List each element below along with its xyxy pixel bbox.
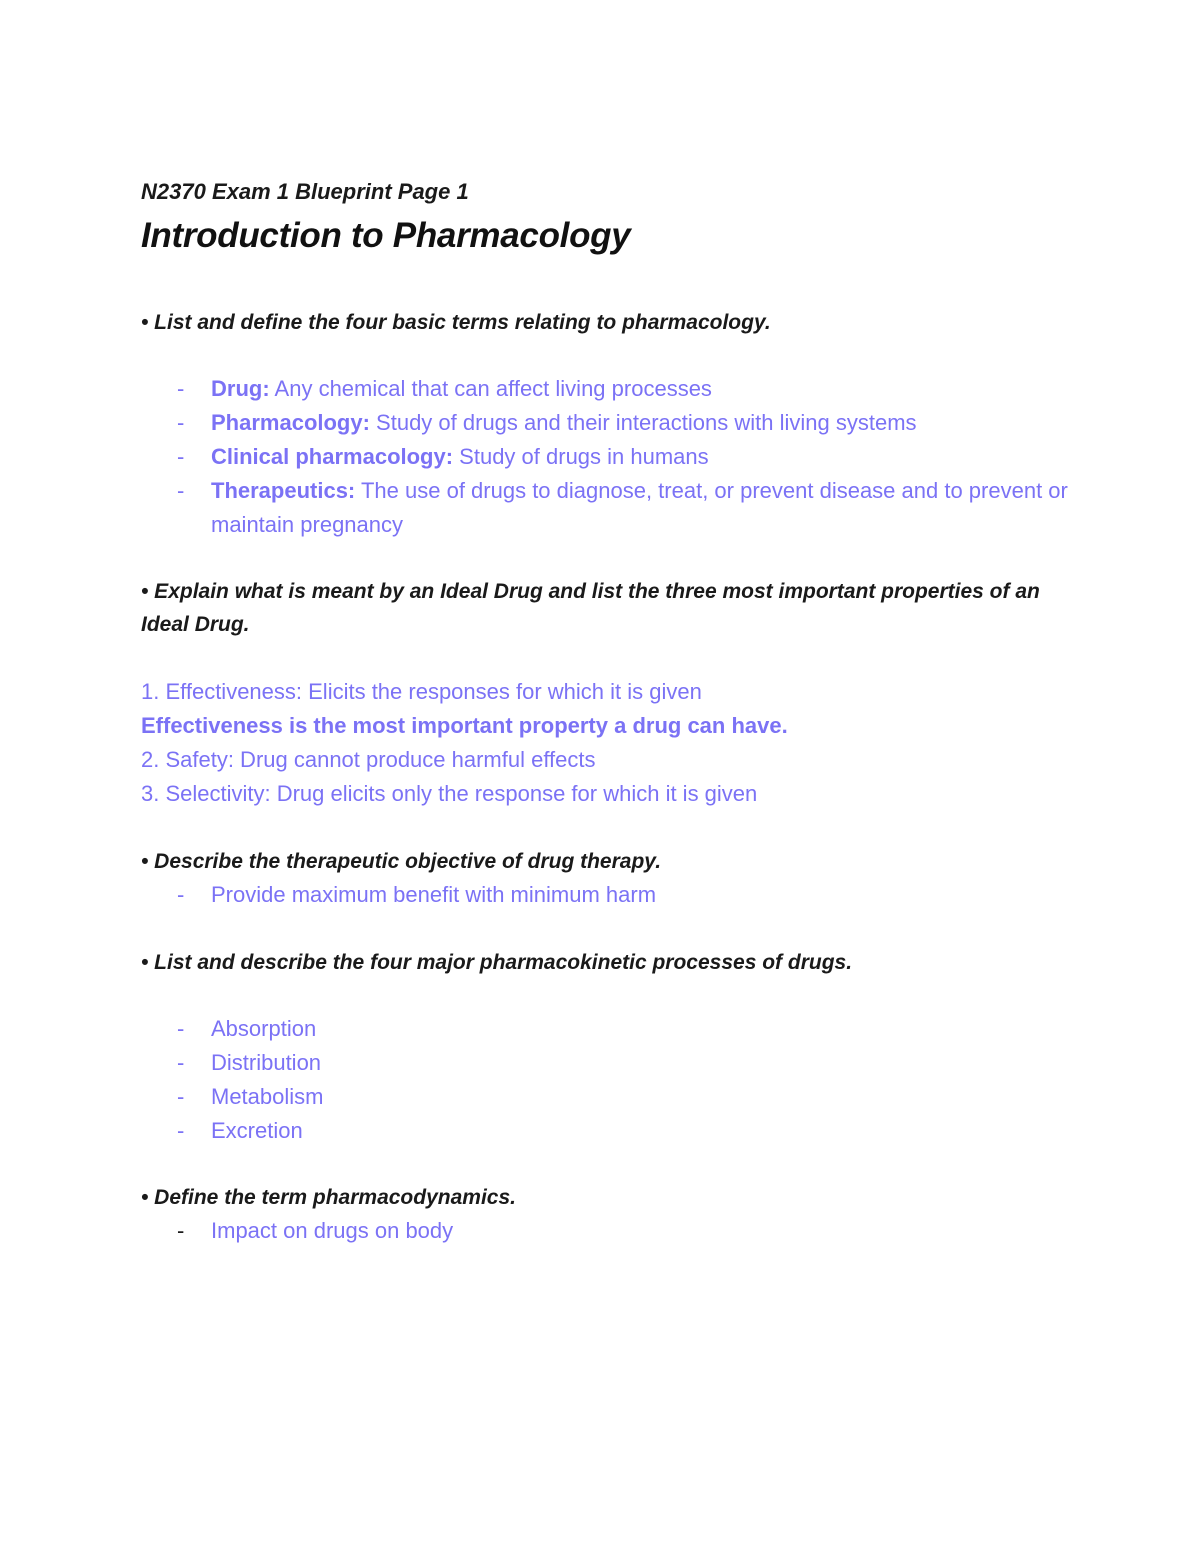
dash-bullet: - — [177, 478, 185, 503]
list-item-text: Absorption — [211, 1016, 317, 1041]
list-item — [141, 440, 1081, 474]
list-item — [141, 372, 1081, 406]
question-therapeutic-objective: • Describe the therapeutic objective of drug therapy. — [141, 850, 662, 873]
dash-bullet: - — [177, 1084, 185, 1109]
list-item — [141, 1046, 1081, 1080]
list-item — [141, 1012, 1081, 1046]
question-pharmacokinetics: • List and describe the four major pharmacokinetic processes of drugs. — [141, 951, 853, 974]
document-subtitle: N2370 Exam 1 Blueprint Page 1 — [141, 179, 469, 204]
dash-bullet: - — [177, 1118, 185, 1143]
pharmacokinetic-processes-list — [141, 1012, 1081, 1148]
document-page — [141, 176, 1081, 1248]
term-label: Clinical pharmacology: — [211, 444, 454, 469]
list-item — [141, 474, 1081, 542]
question-pharmacodynamics: • Define the term pharmacodynamics. — [141, 1186, 516, 1209]
list-item-text: Excretion — [211, 1118, 303, 1143]
property-safety: 2. Safety: Drug cannot produce harmful effects — [141, 747, 596, 772]
list-item — [141, 1114, 1081, 1148]
dash-bullet: - — [177, 1016, 185, 1041]
basic-terms-list — [141, 372, 1081, 542]
list-item-text: Distribution — [211, 1050, 322, 1075]
dash-bullet: - — [177, 376, 185, 401]
list-item — [141, 1080, 1081, 1114]
term-label: Pharmacology: — [211, 410, 370, 435]
question-ideal-drug: • Explain what is meant by an Ideal Drug and list the three most important properties of an Ideal Drug. — [141, 580, 1040, 636]
list-item — [141, 406, 1081, 440]
question-basic-terms: • List and define the four basic terms relating to pharmacology. — [141, 311, 771, 334]
term-definition: The use of drugs to diagnose, treat, or prevent disease and to prevent or maintain pregnancy — [211, 478, 1068, 537]
property-effectiveness: 1. Effectiveness: Elicits the responses for which it is given — [141, 679, 702, 704]
list-item-text: Impact on drugs on body — [211, 1218, 454, 1243]
therapeutic-objective-list — [141, 878, 1081, 912]
property-selectivity: 3. Selectivity: Drug elicits only the response for which it is given — [141, 781, 758, 806]
ideal-drug-properties — [141, 675, 1081, 811]
property-effectiveness-note: Effectiveness is the most important property a drug can have. — [141, 713, 788, 738]
term-label: Therapeutics: — [211, 478, 356, 503]
list-item — [141, 878, 1081, 912]
pharmacodynamics-list — [141, 1214, 1081, 1248]
term-definition: Study of drugs in humans — [453, 444, 709, 469]
dash-bullet: - — [177, 1218, 185, 1243]
term-definition: Any chemical that can affect living processes — [269, 376, 712, 401]
term-definition: Study of drugs and their interactions with living systems — [369, 410, 917, 435]
document-title: Introduction to Pharmacology — [141, 216, 631, 255]
list-item-text: Metabolism — [211, 1084, 324, 1109]
list-item — [141, 1214, 1081, 1248]
dash-bullet: - — [177, 444, 185, 469]
dash-bullet: - — [177, 410, 185, 435]
term-label: Drug: — [211, 376, 270, 401]
dash-bullet: - — [177, 882, 185, 907]
list-item-text: Provide maximum benefit with minimum harm — [211, 882, 657, 907]
dash-bullet: - — [177, 1050, 185, 1075]
